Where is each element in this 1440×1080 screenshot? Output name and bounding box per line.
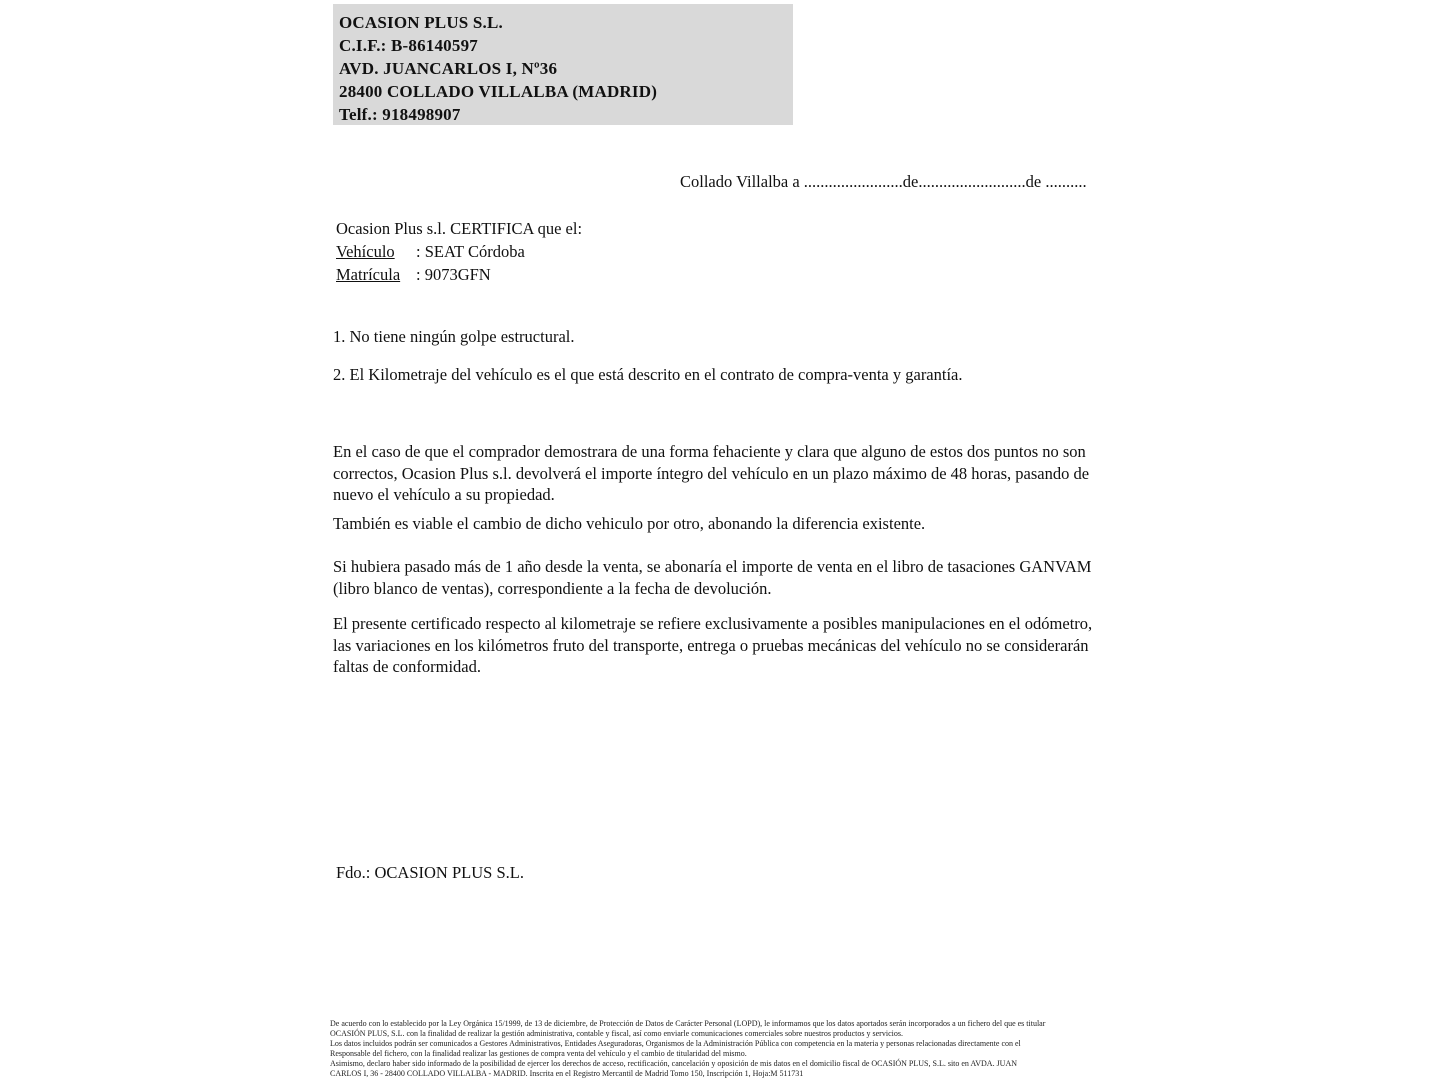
refund-clause-paragraph: En el caso de que el comprador demostrara de una forma fehaciente y clara que alguno de estos dos puntos no son correctos, Ocasion Plus s.l. devolverá el importe íntegro del vehículo en un plazo máximo de 48 horas, pasando de nuevo el vehículo a su propiedad.: [333, 442, 1090, 504]
legal-footer-line: OCASIÓN PLUS, S.L. con la finalidad de realizar la gestión administrativa, contable y fiscal, así como enviarle comunicaciones comerciales sobre nuestros productos y servicios.: [330, 1028, 903, 1038]
certification-block: [336, 217, 582, 286]
company-city: 28400 COLLADO VILLALBA (MADRID): [339, 82, 658, 101]
legal-footer-line: De acuerdo con lo establecido por la Ley Orgánica 15/1999, de 13 de diciembre, de Protección de Datos de Carácter Personal (LOPD), le informamos que los datos aportados serán incorporados a un fichero del que es titular: [330, 1019, 1046, 1028]
plate-value: : 9073GFN: [416, 265, 491, 284]
date-fill-in-line: Collado Villalba a ........................de..........................de ..........: [680, 172, 1087, 191]
company-cif: C.I.F.: B-86140597: [339, 36, 478, 55]
odometer-clause-paragraph: El presente certificado respecto al kilometraje se refiere exclusivamente a posibles manipulaciones en el odómetro, las variaciones en los kilómetros fruto del transporte, entrega o pruebas mecánicas del vehículo no se considerarán faltas de conformidad.: [333, 614, 1093, 676]
company-address: AVD. JUANCARLOS I, Nº36: [339, 59, 558, 78]
certified-point-1: 1. No tiene ningún golpe estructural.: [333, 327, 575, 346]
company-name: OCASION PLUS S.L.: [339, 13, 503, 32]
legal-footer-line: Asimismo, declaro haber sido informado de la posibilidad de ejercer los derechos de acceso, rectificación, cancelación y oposición de mis datos en el domicilio fiscal de OCASIÓN PLUS, S.L. sito en AVDA. JUAN: [330, 1058, 1018, 1068]
ganvam-clause-paragraph: Si hubiera pasado más de 1 año desde la venta, se abonaría el importe de venta en el libro de tasaciones GANVAM (libro blanco de ventas), correspondiente a la fecha de devolución.: [333, 557, 1092, 598]
plate-field: [336, 263, 582, 286]
vehicle-label: Vehículo: [336, 242, 395, 261]
signature-line: Fdo.: OCASION PLUS S.L.: [336, 863, 524, 882]
legal-footer-line: Los datos incluidos podrán ser comunicados a Gestores Administrativos, Entidades Aseguradoras, Organismos de la Administración Pública con competencia en la materia y personas relacionadas directamente con el: [330, 1038, 1021, 1048]
certified-point-2: 2. El Kilometraje del vehículo es el que está descrito en el contrato de compra-venta y garantía.: [333, 365, 963, 384]
legal-footer: [330, 1019, 1120, 1078]
plate-label: Matrícula: [336, 265, 401, 284]
company-phone: Telf.: 918498907: [339, 105, 461, 124]
certification-intro: Ocasion Plus s.l. CERTIFICA que el:: [336, 219, 583, 238]
legal-footer-line: Responsable del fichero, con la finalidad realizar las gestiones de compra venta del vehículo y el cambio de titularidad del mismo.: [330, 1048, 747, 1058]
legal-footer-line: CARLOS I, 36 - 28400 COLLADO VILLALBA - MADRID. Inscrita en el Registro Mercantil de Madrid Tomo 150, Inscripción 1, Hoja:M 511731: [330, 1068, 804, 1078]
vehicle-value: : SEAT Córdoba: [416, 242, 525, 261]
company-header-block: [333, 4, 793, 125]
exchange-clause-paragraph: También es viable el cambio de dicho vehiculo por otro, abonando la diferencia existente.: [333, 514, 926, 533]
vehicle-field: [336, 240, 582, 263]
